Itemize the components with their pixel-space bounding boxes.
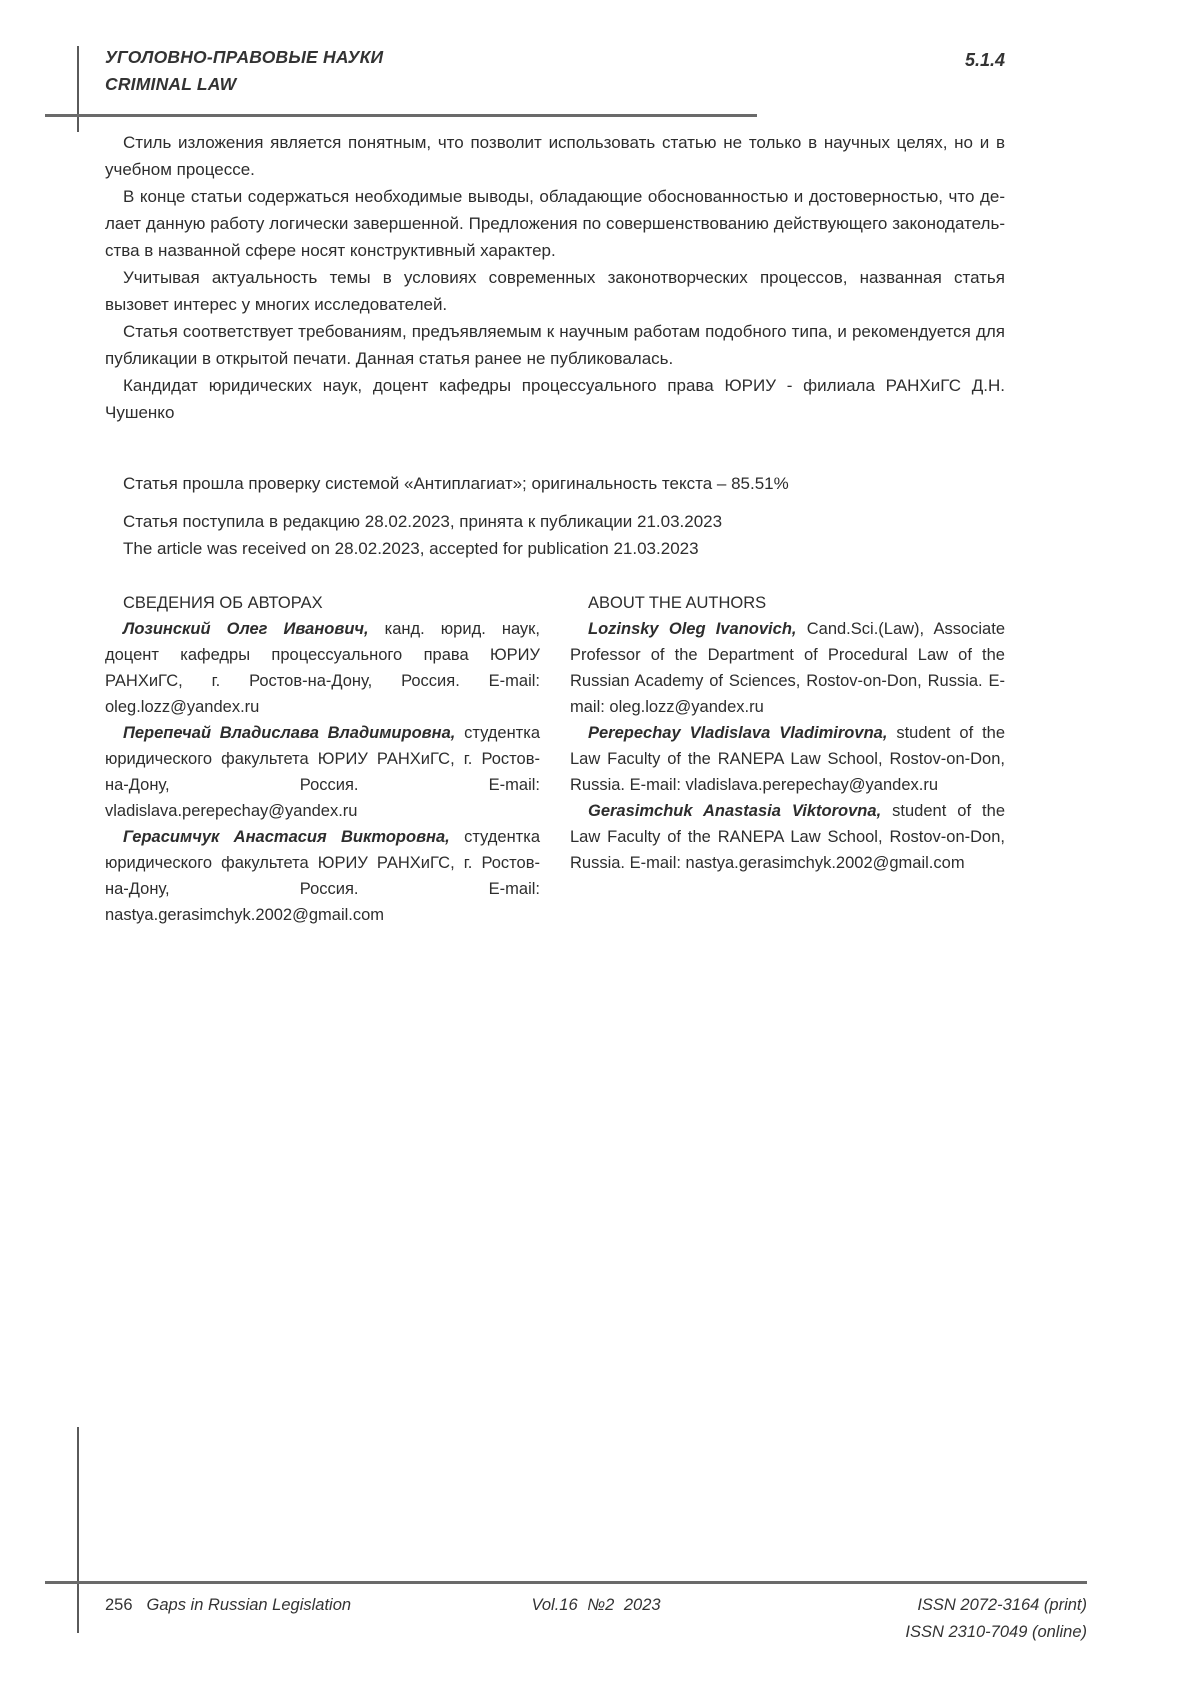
author-entry: [570, 720, 1005, 798]
author-name: Перепечай Владислава Владимировна,: [123, 724, 456, 742]
received-date-en: The article was received on 28.02.2023, accepted for publication 21.03.2023: [123, 539, 699, 558]
volume-info: Vol.16 №2 2023: [531, 1596, 661, 1614]
author-name: Lozinsky Oleg Ivanovich,: [588, 620, 797, 638]
section-label-en: CRIMINAL LAW: [105, 74, 237, 94]
running-head: [105, 44, 383, 98]
author-entry: [570, 616, 1005, 720]
review-paragraph: Статья соответствует требованиям, предъявляемым к научным работам подобного типа, и рекомендуется для публикации в открытой печати. Данная статья ранее не публиковалась.: [105, 322, 1005, 368]
author-entry: [570, 798, 1005, 876]
review-paragraph: В конце статьи содержаться необходимые выводы, обладающие обоснованностью и достоверностью, что делает данную работу логически завершенной. Предложения по совершенствованию действующего законодательства в названной сфере носят конструктивный характер.: [105, 187, 1005, 260]
page-footer: [105, 1592, 1087, 1646]
reviewer-signature: Кандидат юридических наук, доцент кафедры процессуального права ЮРИУ - филиала РАНХиГС Д.Н. Чушенко: [105, 376, 1005, 422]
footer-horizontal-rule: [45, 1581, 1087, 1584]
footer-right: [661, 1592, 1087, 1646]
antiplagiat-note: Статья прошла проверку системой «Антиплагиат»; оригинальность текста – 85.51%: [123, 474, 789, 493]
page-number: 256: [105, 1596, 133, 1614]
author-name: Лозинский Олег Иванович,: [123, 620, 369, 638]
journal-title: Gaps in Russian Legislation: [146, 1596, 352, 1614]
author-details: студентка юридического факультета ЮРИУ РАНХиГС, г. Ростов-на-Дону, Россия. E-mail: nastya.gerasimchyk.2002@gmail.com: [105, 828, 540, 924]
review-paragraph: Стиль изложения является понятным, что позволит использовать статью не только в научных целях, но и в учебном процессе.: [105, 133, 1005, 179]
header-left-vertical-rule: [77, 46, 79, 132]
author-details: student of the Law Faculty of the RANEPA Law School, Rostov-on-Don, Russia. E-mail: nastya.gerasimchyk.2002@gmail.com: [570, 802, 1005, 872]
header-horizontal-rule: [45, 114, 757, 117]
authors-column-en: [570, 590, 1005, 928]
issn-online: ISSN 2310-7049 (online): [905, 1623, 1087, 1641]
footer-left: [105, 1592, 531, 1619]
authors-heading-en: ABOUT THE AUTHORS: [588, 594, 767, 612]
authors-section: [105, 590, 1005, 928]
author-name: Gerasimchuk Anastasia Viktorovna,: [588, 802, 882, 820]
author-details: student of the Law Faculty of the RANEPA Law School, Rostov-on-Don, Russia. E-mail: vladislava.perepechay@yandex.ru: [570, 724, 1006, 794]
author-name: Perepechay Vladislava Vladimirovna,: [588, 724, 888, 742]
author-entry: [105, 824, 540, 928]
author-details: Cand.Sci.(Law), Associate Professor of the Department of Procedural Law of the Russian Academy of Sciences, Rostov-on-Don, Russia. E-mail: oleg.lozz@yandex.ru: [570, 620, 1005, 716]
issn-print: ISSN 2072-3164 (print): [917, 1596, 1087, 1614]
classification-code: 5.1.4: [964, 50, 1005, 70]
authors-column-ru: [105, 590, 540, 928]
author-details: студентка юридического факультета ЮРИУ РАНХиГС, г. Ростов-на-Дону, Россия. E-mail: vladislava.perepechay@yandex.ru: [105, 724, 540, 820]
author-entry: [105, 720, 540, 824]
author-entry: [105, 616, 540, 720]
section-label-ru: УГОЛОВНО-ПРАВОВЫЕ НАУКИ: [105, 47, 384, 67]
review-paragraph: Учитывая актуальность темы в условиях современных законотворческих процессов, названная статья вызовет интерес у многих исследователей.: [105, 268, 1005, 314]
author-details: канд. юрид. наук, доцент кафедры процессуального права ЮРИУ РАНХиГС, г. Ростов-на-Дону, Россия. E-mail: oleg.lozz@yandex.ru: [105, 620, 540, 716]
authors-heading-ru: СВЕДЕНИЯ ОБ АВТОРАХ: [123, 594, 323, 612]
received-date-ru: Статья поступила в редакцию 28.02.2023, принята к публикации 21.03.2023: [123, 512, 723, 531]
footer-left-vertical-rule: [77, 1427, 79, 1633]
review-text-block: [105, 129, 1005, 562]
author-name: Герасимчук Анастасия Викторовна,: [123, 828, 450, 846]
